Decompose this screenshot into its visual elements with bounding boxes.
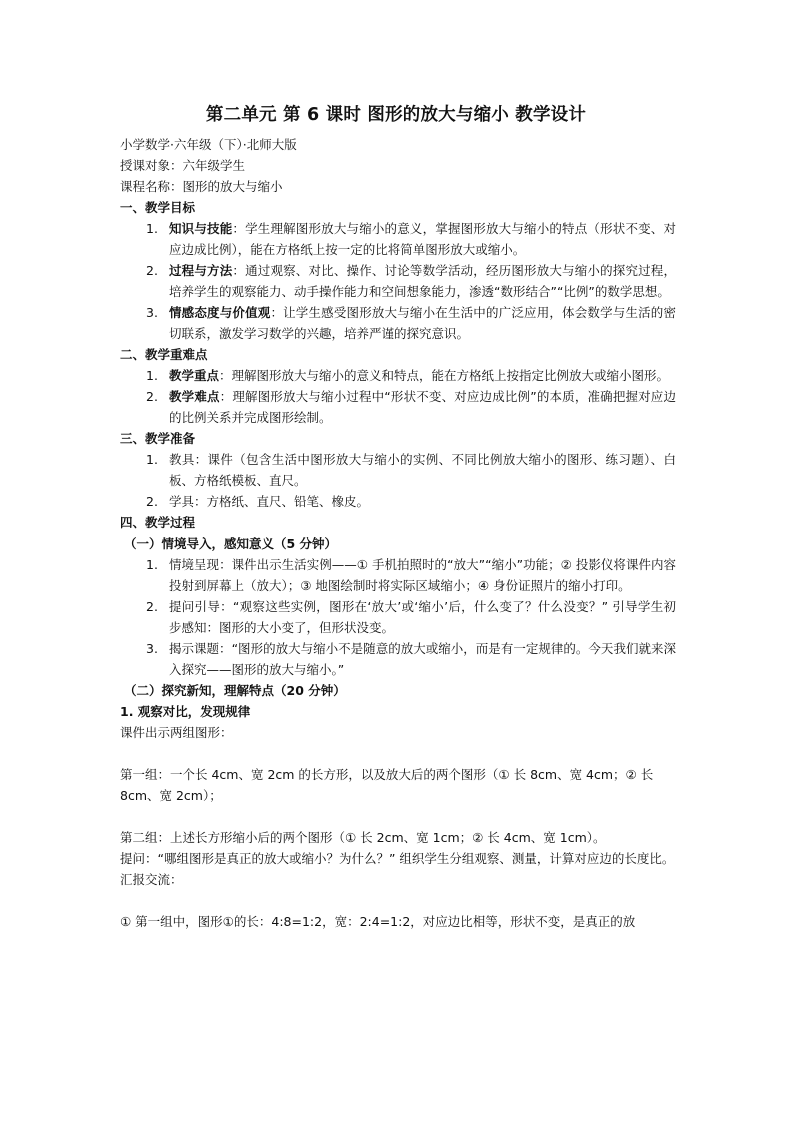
item-text: ：让学生感受图形放大与缩小在生活中的广泛应用，体会数学与生活的密切联系，激发学习数学的兴趣，培养严谨的探究意识。 bbox=[169, 305, 676, 341]
item-text: 提问引导：“观察这些实例，图形在‘放大’或‘缩小’后，什么变了？什么没变？” 引导学生初步感知：图形的大小变了，但形状没变。 bbox=[169, 599, 676, 635]
item-label: 过程与方法 bbox=[169, 263, 233, 278]
list-item bbox=[120, 638, 676, 680]
list-number: 2. bbox=[146, 494, 158, 509]
list-number: 3. bbox=[146, 305, 158, 320]
item-text: 学具：方格纸、直尺、铅笔、橡皮。 bbox=[169, 494, 370, 509]
list-item bbox=[120, 449, 676, 491]
paragraph: 第二组：上述长方形缩小后的两个图形（① 长 2cm、宽 1cm；② 长 4cm、宽 1cm）。 bbox=[120, 830, 606, 845]
list-item bbox=[120, 596, 676, 638]
paragraph: 第一组：一个长 4cm、宽 2cm 的长方形，以及放大后的两个图形（① 长 8cm、宽 4cm；② 长 8cm、宽 2cm）； bbox=[120, 767, 654, 803]
item-label: 教学难点 bbox=[169, 389, 220, 404]
section-heading-process: 四、教学过程 bbox=[120, 515, 196, 530]
list-number: 2. bbox=[146, 263, 158, 278]
paragraph: 提问：“哪组图形是真正的放大或缩小？为什么？” 组织学生分组观察、测量，计算对应边的长度比。 bbox=[120, 851, 675, 866]
meta-audience: 授课对象：六年级学生 bbox=[120, 158, 246, 173]
list-number: 1. bbox=[146, 221, 158, 236]
list-number: 1. bbox=[146, 452, 158, 467]
spacer bbox=[120, 743, 676, 764]
spacer bbox=[120, 890, 676, 911]
list-item bbox=[120, 302, 676, 344]
document-title: 第二单元 第 6 课时 图形的放大与缩小 教学设计 bbox=[205, 105, 587, 125]
item-label: 教学重点 bbox=[169, 368, 220, 383]
item-label: 知识与技能 bbox=[169, 221, 233, 236]
paragraph: 汇报交流： bbox=[120, 872, 183, 887]
intro-steps-list bbox=[120, 554, 676, 680]
meta-subject: 小学数学·六年级（下）·北师大版 bbox=[120, 137, 297, 152]
list-item bbox=[120, 491, 676, 512]
list-number: 1. bbox=[146, 368, 158, 383]
preparation-list bbox=[120, 449, 676, 512]
subsection-heading-explore: （二）探究新知，理解特点（20 分钟） bbox=[124, 683, 346, 698]
item-text: ：理解图形放大与缩小过程中“形状不变、对应边成比例”的本质，准确把握对应边的比例关系并完成图形绘制。 bbox=[169, 389, 676, 425]
meta-course: 课程名称：图形的放大与缩小 bbox=[120, 179, 283, 194]
list-item bbox=[120, 386, 676, 428]
item-text: 情境呈现：课件出示生活实例——① 手机拍照时的“放大”“缩小”功能；② 投影仪将课件内容投射到屏幕上（放大）；③ 地图绘制时将实际区域缩小；④ 身份证照片的缩小打印。 bbox=[169, 557, 676, 593]
list-number: 2. bbox=[146, 599, 158, 614]
key-points-list bbox=[120, 365, 676, 428]
section-heading-key-points: 二、教学重难点 bbox=[120, 347, 208, 362]
item-text: ：理解图形放大与缩小的意义和特点，能在方格纸上按指定比例放大或缩小图形。 bbox=[219, 368, 670, 383]
item-text: ：学生理解图形放大与缩小的意义，掌握图形放大与缩小的特点（形状不变、对应边成比例），能在方格纸上按一定的比将简单图形放大或缩小。 bbox=[169, 221, 676, 257]
spacer bbox=[120, 806, 676, 827]
list-item bbox=[120, 365, 676, 386]
objectives-list bbox=[120, 218, 676, 344]
list-item bbox=[120, 260, 676, 302]
list-item bbox=[120, 218, 676, 260]
section-heading-preparation: 三、教学准备 bbox=[120, 431, 196, 446]
subsection-heading-intro: （一）情境导入，感知意义（5 分钟） bbox=[124, 536, 338, 551]
list-number: 3. bbox=[146, 641, 158, 656]
paragraph: 课件出示两组图形： bbox=[120, 725, 233, 740]
paragraph: ① 第一组中，图形①的长：4:8=1:2，宽：2:4=1:2，对应边比相等，形状不变，是真正的放 bbox=[120, 914, 636, 929]
list-item bbox=[120, 554, 676, 596]
section-heading-objectives: 一、教学目标 bbox=[120, 200, 196, 215]
item-text: 揭示课题：“图形的放大与缩小不是随意的放大或缩小，而是有一定规律的。今天我们就来深入探究——图形的放大与缩小。” bbox=[169, 641, 676, 677]
item-label: 情感态度与价值观 bbox=[169, 305, 271, 320]
list-number: 1. bbox=[146, 557, 158, 572]
step-heading: 1. 观察对比，发现规律 bbox=[120, 704, 251, 719]
item-text: ：通过观察、对比、操作、讨论等数学活动，经历图形放大与缩小的探究过程，培养学生的观察能力、动手操作能力和空间想象能力，渗透“数形结合”“比例”的数学思想。 bbox=[169, 263, 676, 299]
item-text: 教具：课件（包含生活中图形放大与缩小的实例、不同比例放大缩小的图形、练习题）、白板、方格纸模板、直尺。 bbox=[169, 452, 676, 488]
list-number: 2. bbox=[146, 389, 158, 404]
document-content bbox=[120, 102, 676, 932]
